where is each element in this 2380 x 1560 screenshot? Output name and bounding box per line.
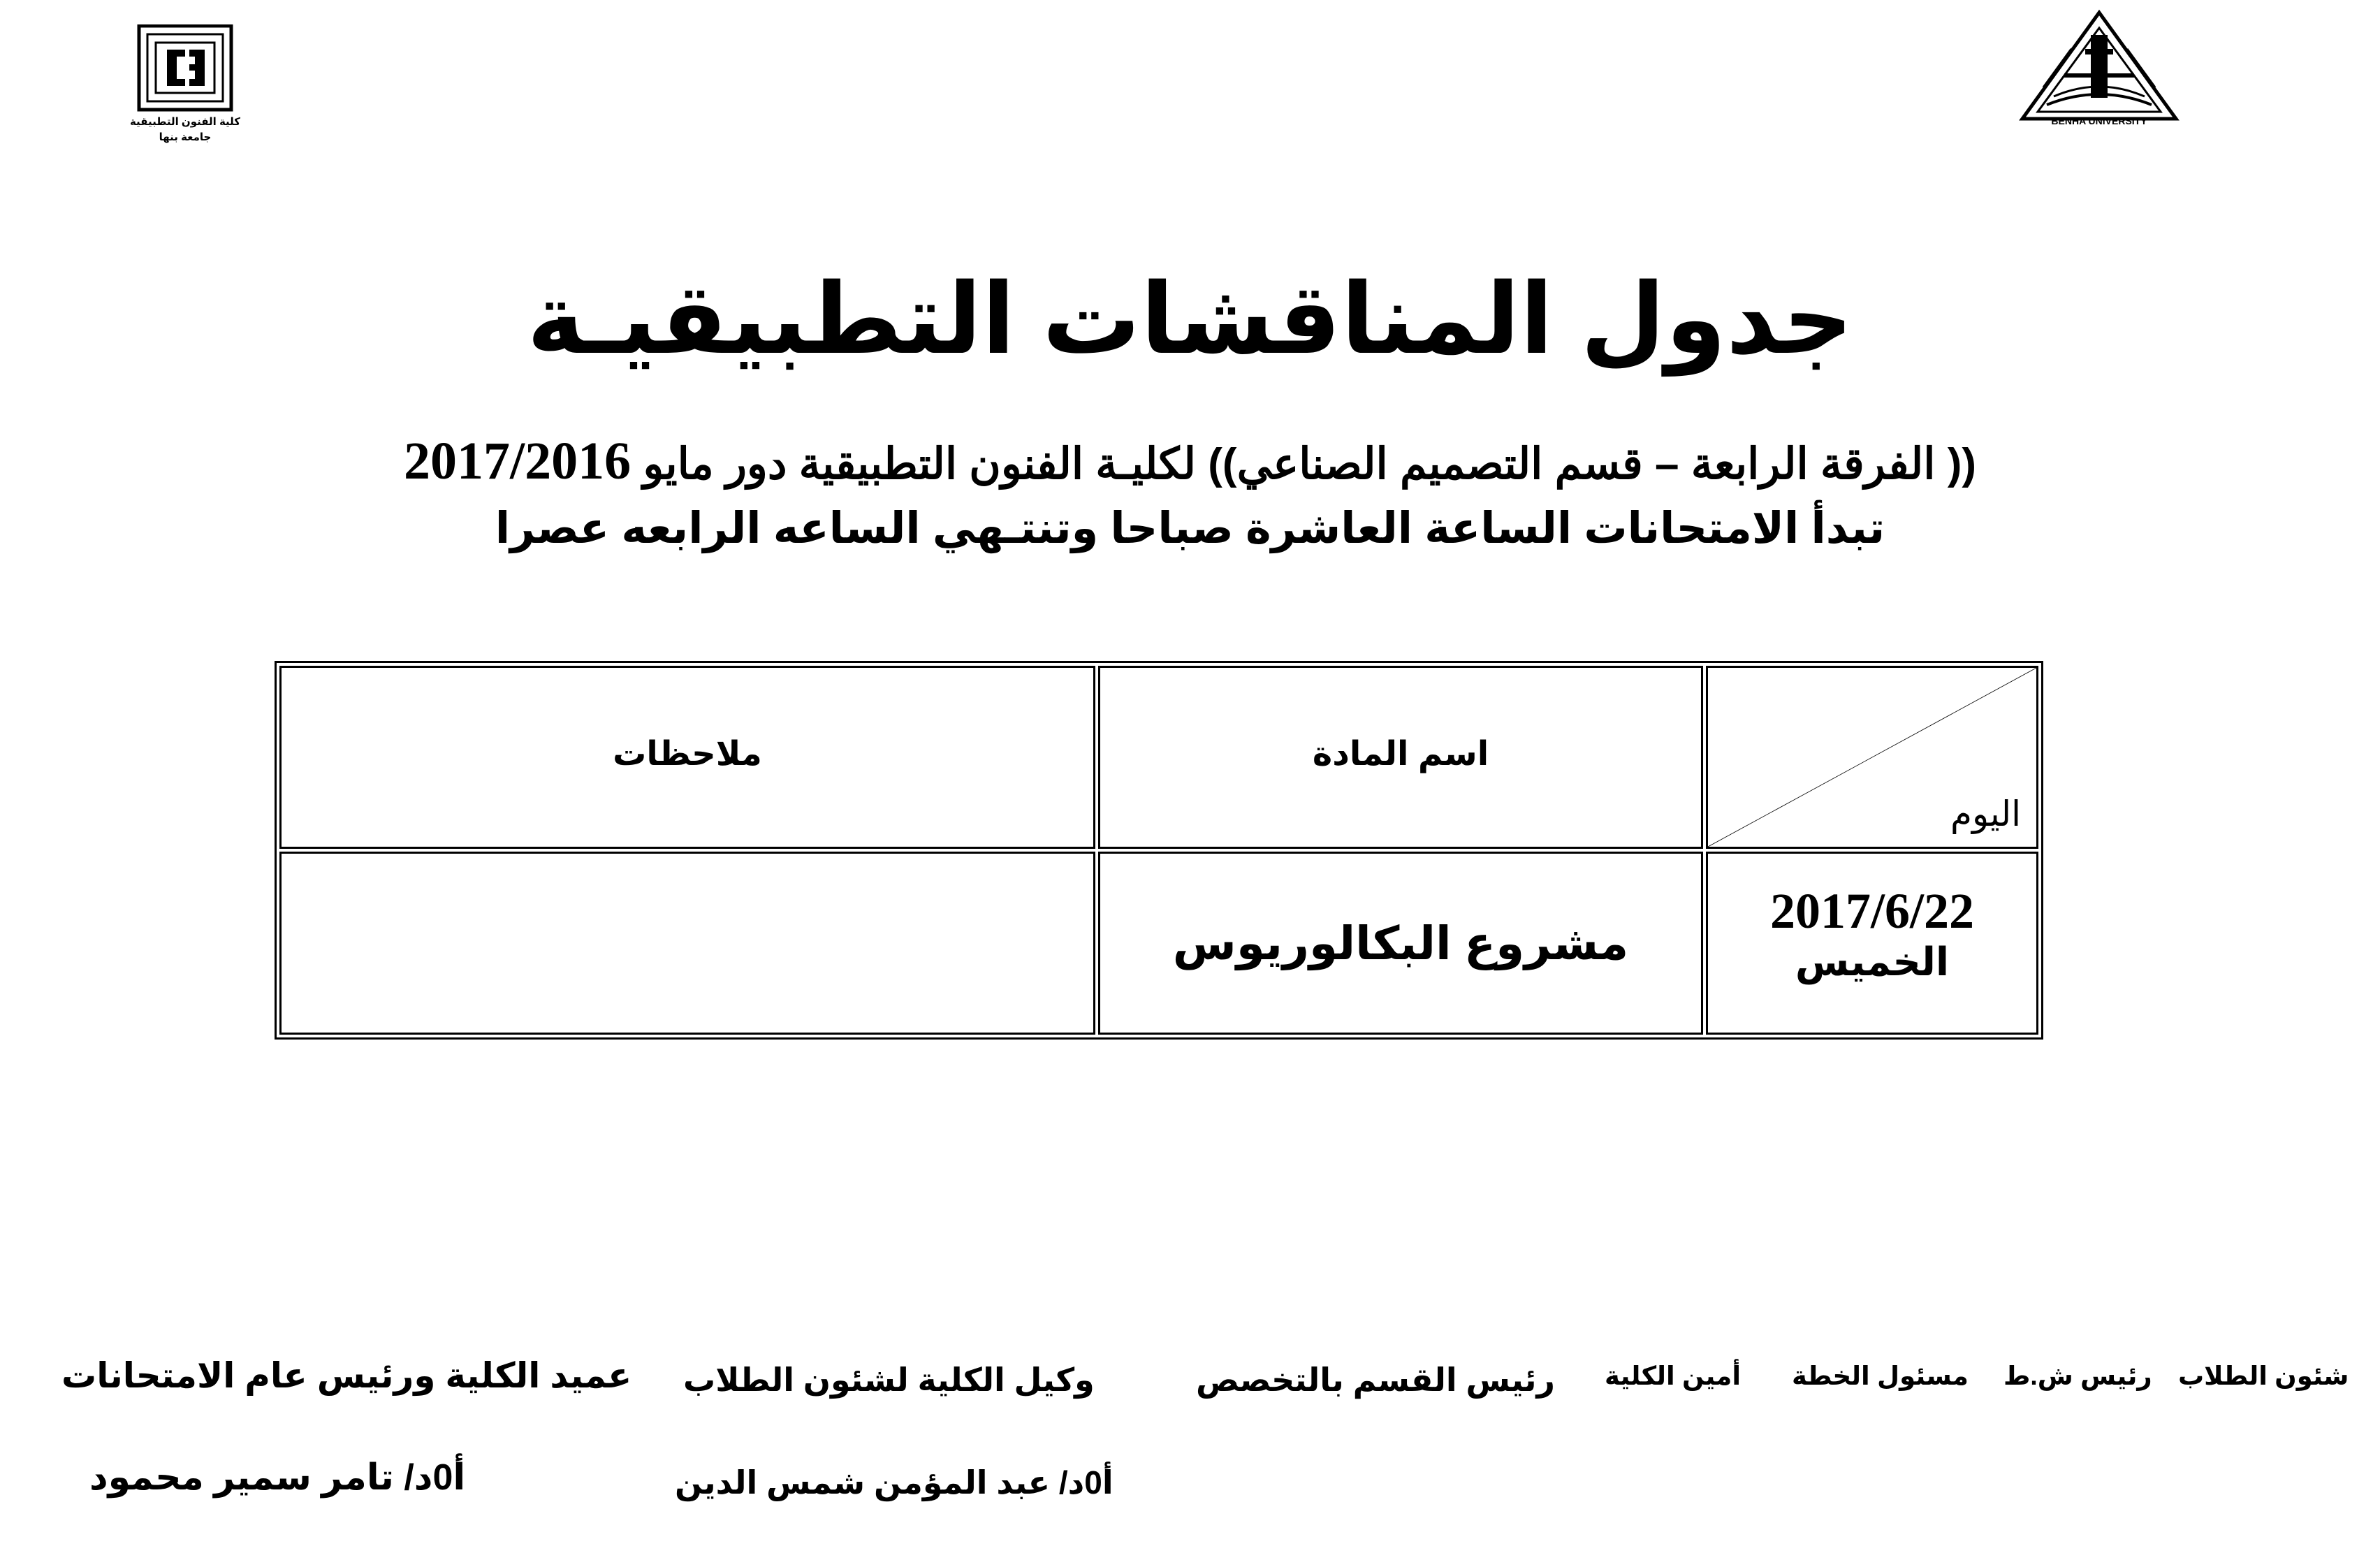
- subtitle-department: [0, 430, 2380, 493]
- signature-vice-dean: وكيل الكلية لشئون الطلاب: [683, 1362, 1095, 1398]
- subtitle-text: (( الفرقة الرابعة – قسم التصميم الصناعي)) لكليـة الفنون التطبيقية دور مايو: [643, 440, 1976, 488]
- row-day-cell: [1706, 852, 2038, 1035]
- exam-weekday: الخميس: [1795, 940, 1950, 984]
- header-subject-cell: [1098, 666, 1703, 849]
- exam-date: 2017/6/22: [1769, 883, 1974, 939]
- benha-university-logo: [2015, 7, 2183, 126]
- signature-head-student-affairs: رئيس ش.ط: [2003, 1362, 2152, 1390]
- faculty-logo-caption: كلية الفنون التطبيقية: [129, 116, 241, 128]
- faculty-applied-arts-logo: [129, 24, 241, 147]
- header-day-cell: [1706, 666, 2038, 849]
- row-subject-cell: [1098, 852, 1703, 1035]
- dean-name: أ0د/ تامر سمير محمود: [89, 1457, 466, 1498]
- faculty-logo-university: جامعة بنها: [159, 131, 212, 143]
- signature-student-affairs: شئون الطلاب: [2178, 1362, 2349, 1390]
- header-notes-label: ملاحظات: [613, 736, 762, 773]
- signature-dean: عميد الكلية ورئيس عام الامتحانات: [61, 1356, 632, 1395]
- signature-plan-officer: مسئول الخطة: [1792, 1362, 1969, 1390]
- header-subject-label: اسم المادة: [1312, 736, 1489, 773]
- signature-department-head: رئيس القسم بالتخصص: [1196, 1362, 1555, 1398]
- subtitle-exam-hours: تبدأ الامتحانات الساعة العاشرة صباحا وتنتـهي الساعه الرابعه عصرا: [495, 504, 1885, 553]
- signature-faculty-secretary: أمين الكلية: [1605, 1362, 1742, 1390]
- table-header-row: [279, 666, 2038, 849]
- exam-schedule-table: [275, 661, 2043, 1040]
- page-title: جدول المناقشات التطبيقيـة: [527, 264, 1853, 374]
- academic-year: 2017/2016: [403, 432, 631, 490]
- exam-subject: مشروع البكالوريوس: [1172, 917, 1629, 969]
- university-logo-text: BENHA UNIVERSITY: [2051, 115, 2147, 126]
- table-row: [279, 852, 2038, 1035]
- header-day-label: اليوم: [1950, 794, 2021, 833]
- row-notes-cell: [279, 852, 1095, 1035]
- vice-dean-name: أ0د/ عبد المؤمن شمس الدين: [675, 1464, 1114, 1501]
- header-notes-cell: [279, 666, 1095, 849]
